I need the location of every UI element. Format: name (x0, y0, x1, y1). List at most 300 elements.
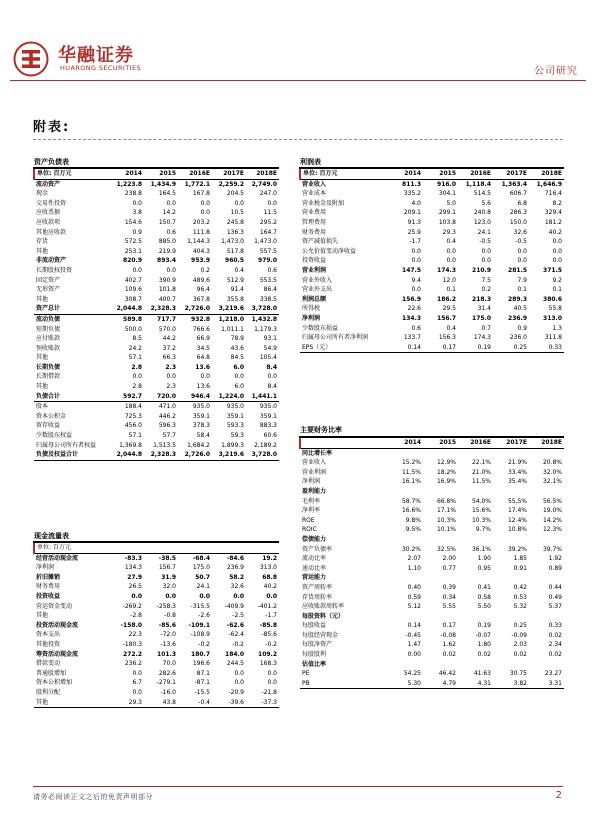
cell-value: -72.0 (160, 631, 176, 639)
cell-value: 196.6 (192, 660, 210, 668)
table-row (300, 583, 564, 593)
row-label: 财务费用 (36, 583, 61, 591)
table-row (34, 304, 279, 314)
cell-value: 4.79 (423, 679, 458, 689)
row-label: 普通股增加 (36, 669, 67, 677)
cell-value: 5.55 (442, 603, 456, 611)
year-header: 2014 (388, 168, 423, 179)
cell-value: 29.5 (442, 305, 456, 313)
table-row (300, 285, 564, 295)
cell-value: 10.8% (507, 526, 527, 534)
row-label: 股利分配 (36, 688, 61, 696)
cell-value: 3.8 (132, 209, 142, 217)
row-label: 估值比率 (302, 660, 327, 668)
cell-value: -62.4 (228, 631, 244, 639)
table-row (300, 497, 564, 507)
cell-value: 512.9 (226, 276, 244, 284)
cell-value: 606.7 (509, 190, 527, 198)
row-label: 每股资料（元） (302, 612, 345, 620)
cell-value: 456.0 (124, 422, 142, 430)
table-row (300, 640, 564, 650)
cell-value: 0.14 (407, 622, 421, 630)
table-row (300, 602, 564, 612)
table-row (300, 237, 564, 247)
cell-value: 103.8 (438, 218, 456, 226)
cell-value: 22.1% (471, 459, 491, 467)
row-label: 短期负债 (36, 325, 61, 333)
cell-value: 168.3 (259, 660, 277, 668)
cell-value: 109.6 (124, 286, 142, 294)
cell-value: 0.0 (132, 373, 142, 381)
cell-value: 304.1 (438, 190, 456, 198)
cell-value: 109.2 (258, 650, 277, 658)
cell-value: 13.6 (195, 363, 210, 371)
cell-value: 1,646.9 (536, 180, 562, 188)
table-row (300, 189, 564, 199)
table-row (300, 487, 564, 497)
row-label: 利润总额 (302, 295, 327, 303)
cell-value: 0.1 (552, 286, 562, 294)
cell-value: 11.5% (471, 478, 491, 486)
cell-value: 156.7 (158, 564, 176, 572)
cell-value: 8.5 (132, 335, 142, 343)
row-label: 资本公积金 (36, 412, 67, 420)
table-row (300, 477, 564, 487)
cell-value: 0.0 (200, 373, 210, 381)
cell-value: 43.6 (230, 344, 244, 352)
cell-value: 32.1% (542, 478, 562, 486)
row-label: 股本 (36, 403, 49, 411)
cell-value (493, 487, 529, 497)
row-label: 偿债能力 (302, 535, 327, 543)
cell-value: 1.85 (513, 555, 527, 563)
cell-value: 22.3 (128, 631, 142, 639)
cell-value: 32.0% (542, 468, 562, 476)
table-row (34, 630, 279, 640)
balance-sheet-table (33, 167, 279, 461)
cell-value: 500.0 (124, 325, 142, 333)
cell-value: 0.0 (200, 199, 210, 207)
cell-value: 0.0 (234, 199, 244, 207)
cell-value: 593.3 (226, 422, 244, 430)
cell-value: 136.3 (226, 228, 244, 236)
row-label: 预收账款 (36, 344, 61, 352)
table-row (300, 660, 564, 670)
table-header-row (34, 542, 279, 553)
row-label: 资产周转率 (302, 583, 333, 591)
cell-value: 0.49 (548, 593, 562, 601)
cell-value: 0.19 (477, 622, 491, 630)
cell-value: 66.8% (436, 497, 456, 505)
cell-value: 156.9 (402, 295, 421, 303)
table-row (300, 545, 564, 555)
table-row (34, 563, 279, 573)
table-row (300, 650, 564, 660)
cell-value: 7.5 (481, 276, 491, 284)
cell-value: 0.89 (548, 564, 562, 572)
table-row (34, 276, 279, 286)
cell-value: 66.9 (196, 335, 210, 343)
cell-value: 0.9 (132, 228, 142, 236)
cell-value: 0.0 (267, 679, 277, 687)
cell-value: 37.2 (162, 344, 176, 352)
cell-value: 40.2 (263, 583, 277, 591)
cell-value: 219.9 (158, 247, 176, 255)
year-header: 2017E (493, 437, 529, 448)
row-label: ROIC (302, 526, 317, 534)
cell-value: 0.0 (132, 266, 142, 274)
cell-value: 400.7 (158, 295, 176, 303)
cell-value: 1,118.4 (465, 180, 491, 188)
cell-value: 66.3 (162, 354, 176, 362)
cell-value: 299.1 (438, 209, 456, 217)
row-label: 应收账款周转率 (302, 603, 345, 611)
cell-value: 8.4 (266, 363, 277, 371)
cell-value: 0.58 (477, 593, 491, 601)
cell-value: -0.2 (198, 640, 210, 648)
row-label: 负债及权益合计 (34, 450, 109, 460)
cell-value: 209.1 (403, 209, 421, 217)
cell-value: -0.45 (405, 631, 421, 639)
cell-value: 40.5 (513, 305, 527, 313)
cell-value: 359.1 (192, 412, 210, 420)
cell-value (388, 487, 423, 497)
cell-value: -109.1 (188, 621, 210, 629)
row-label: 公允价值变动净收益 (302, 247, 357, 255)
cell-value: 820.9 (123, 257, 142, 265)
cell-value: 282.6 (158, 669, 176, 677)
cell-value: 1,513.5 (153, 441, 176, 449)
table-row (34, 431, 279, 441)
row-label: 其他 (34, 698, 109, 708)
cell-value (388, 612, 423, 622)
cell-value: 570.0 (158, 325, 176, 333)
row-label: 流动资产 (36, 180, 61, 188)
cell-value: 355.8 (226, 295, 244, 303)
cell-value: 29.3 (442, 228, 456, 236)
cell-value: 329.4 (544, 209, 562, 217)
cell-value (388, 573, 423, 583)
cell-value: -68.4 (192, 554, 210, 562)
cell-value: 31.9 (161, 573, 176, 581)
row-label: 营业成本 (302, 190, 327, 198)
cell-value: 15.6% (471, 507, 491, 515)
row-label: 净利润 (302, 314, 321, 322)
cell-value: 55.8 (548, 305, 562, 313)
row-label: 净利润 (36, 564, 55, 572)
cell-value: 30.2% (401, 545, 421, 553)
row-label: 毛利率 (302, 497, 321, 505)
cell-value: -13.6 (160, 640, 176, 648)
row-label: 营运资金变动 (36, 602, 73, 610)
cell-value: 236.0 (509, 334, 527, 342)
cell-value: 78.9 (230, 335, 244, 343)
cell-value: 402.7 (124, 276, 142, 284)
cell-value: 3.82 (493, 679, 529, 689)
cell-value: 12.3% (542, 526, 562, 534)
cell-value: 174.3 (473, 334, 491, 342)
cell-value: -2.6 (198, 612, 210, 620)
cell-value: 41.63 (473, 670, 491, 678)
cell-value: 20.8% (542, 459, 562, 467)
cell-value: 2.00 (442, 555, 456, 563)
row-label: 投资收益 (302, 257, 327, 265)
cell-value: 0.2 (481, 286, 491, 294)
table-row (34, 199, 279, 209)
company-name-en: HUARONG SECURITIES (60, 64, 141, 72)
cell-value: 58.2 (229, 573, 244, 581)
year-header: 2018E (246, 168, 279, 179)
cell-value: 24.1 (196, 583, 210, 591)
cell-value: 371.5 (543, 266, 562, 274)
cell-value: 2,726.0 (178, 450, 212, 460)
row-label: 净利率 (302, 507, 321, 515)
cell-value: -21.8 (261, 688, 277, 696)
table-row (300, 324, 564, 334)
cell-value: 916.0 (437, 180, 456, 188)
table-row (34, 621, 279, 631)
table-row (300, 247, 564, 257)
row-label: 营运能力 (302, 574, 327, 582)
table-row (34, 256, 279, 266)
cell-value: -158.0 (120, 621, 142, 629)
row-label: 其他应收款 (36, 228, 67, 236)
table-row (34, 669, 279, 679)
cell-value: 359.1 (226, 412, 244, 420)
row-label: 资产负债率 (302, 545, 333, 553)
year-header: 2018E (529, 168, 564, 179)
cell-value: 378.3 (192, 422, 210, 430)
cell-value: 0.2 (200, 266, 210, 274)
cell-value: 245.8 (226, 218, 244, 226)
cell-value: 0.6 (267, 266, 277, 274)
cell-value: 253.1 (124, 247, 142, 255)
cell-value: 26.5 (128, 583, 142, 591)
cell-value: 240.8 (473, 209, 491, 217)
page-number: 2 (555, 790, 562, 801)
cell-value: 186.2 (437, 295, 456, 303)
cell-value: 0.0 (411, 257, 421, 265)
cell-value: 281.5 (508, 266, 527, 274)
row-label: 其他 (36, 612, 49, 620)
cell-value (493, 573, 529, 583)
row-label: 所得税 (302, 305, 321, 313)
row-label: 其他 (36, 383, 49, 391)
table-row (34, 363, 279, 373)
row-label: 固定资产 (36, 276, 61, 284)
cell-value: 12.4% (507, 516, 527, 524)
cell-value: 17.4% (507, 507, 527, 515)
cell-value: -0.2 (265, 640, 277, 648)
cell-value: -83.3 (124, 554, 142, 562)
cell-value: 30.75 (509, 670, 527, 678)
table-row (300, 573, 564, 583)
cell-value: 766.6 (192, 325, 210, 333)
cell-value (529, 487, 564, 497)
cell-value: -20.9 (228, 688, 244, 696)
cell-value (529, 448, 564, 458)
table-row (300, 564, 564, 574)
cell-value: 1,363.4 (501, 180, 527, 188)
table-row (300, 276, 564, 286)
table-row (34, 382, 279, 392)
cell-value (423, 448, 458, 458)
cell-value: 4.0 (411, 199, 421, 207)
table-row (300, 468, 564, 478)
huarong-logo-icon (13, 41, 49, 77)
cell-value: 91.4 (230, 286, 244, 294)
cell-value: -258.3 (156, 602, 176, 610)
cell-value: 1,473.0 (254, 238, 277, 246)
row-label: ROE (302, 516, 315, 524)
table-row (34, 266, 279, 276)
table-row (34, 344, 279, 354)
cell-value: 236.9 (226, 564, 244, 572)
cell-value: 236.2 (124, 660, 142, 668)
cell-value: 2,726.0 (178, 304, 212, 314)
cell-value: 9.2 (552, 276, 562, 284)
row-label: 长期股权投资 (36, 266, 73, 274)
cell-value: 32.5% (436, 545, 456, 553)
cell-value: -0.8 (164, 612, 176, 620)
cell-value: 0.0 (131, 592, 142, 600)
cell-value: -2.8 (130, 612, 142, 620)
cell-value: 0.53 (513, 593, 527, 601)
cell-value: 4.31 (458, 679, 493, 689)
row-label: 营业费用 (302, 209, 327, 217)
cell-value: 0.41 (477, 583, 491, 591)
cell-value (423, 487, 458, 497)
financial-ratios-table (299, 436, 564, 689)
cell-value: 1.10 (407, 564, 421, 572)
table-row (300, 621, 564, 631)
cell-value: 33.4% (507, 468, 527, 476)
cell-value: 2,328.3 (144, 450, 178, 460)
cell-value: 244.5 (226, 660, 244, 668)
table-row (300, 333, 564, 343)
table-row (300, 343, 564, 353)
cell-value: 0.02 (442, 651, 456, 659)
row-label: 留存收益 (36, 422, 61, 430)
cell-value (458, 573, 493, 583)
cell-value: 1,369.8 (119, 441, 142, 449)
cell-value: 0.1 (446, 286, 456, 294)
cell-value: 935.0 (259, 403, 277, 411)
year-header: 2014 (388, 437, 423, 448)
table-row (300, 631, 564, 641)
cell-value (388, 535, 423, 545)
cell-value: 0.1 (517, 286, 527, 294)
row-label: 少数股东权益 (36, 432, 73, 440)
cell-value: 96.4 (196, 286, 210, 294)
company-name-cn: 华融证券 (58, 45, 134, 66)
unit-label: 单位: 百万元 (34, 168, 109, 179)
table-row (34, 285, 279, 295)
cell-value: 1.47 (407, 641, 421, 649)
cell-value: 0.02 (513, 651, 527, 659)
row-label: 少数股东损益 (302, 324, 339, 332)
table-row (300, 554, 564, 564)
cell-value: 93.1 (263, 335, 277, 343)
unit-label: 单位: 百万元 (34, 542, 279, 553)
cell-value: 0.0 (200, 209, 210, 217)
cell-value: -37.3 (246, 698, 279, 708)
cell-value: -0.5 (515, 238, 527, 246)
cell-value: 0.0 (199, 592, 210, 600)
cell-value: 1,434.9 (150, 180, 176, 188)
cell-value: 0.25 (513, 622, 527, 630)
cell-value: 175.0 (192, 564, 210, 572)
cell-value: 150.0 (509, 218, 527, 226)
cell-value (529, 612, 564, 622)
row-label: 营业利润 (302, 266, 327, 274)
cell-value: 123.0 (473, 218, 491, 226)
cell-value: 489.6 (192, 276, 210, 284)
cell-value: 56.5% (542, 497, 562, 505)
cell-value (423, 535, 458, 545)
row-label: 营业外收入 (302, 276, 333, 284)
table-row (300, 228, 564, 238)
cell-value: 164.5 (158, 190, 176, 198)
cell-value: 204.5 (226, 190, 244, 198)
cell-value: 1,684.2 (187, 441, 210, 449)
row-label: 折旧摊销 (36, 573, 61, 581)
cell-value: -85.6 (261, 631, 277, 639)
cell-value: -84.6 (226, 554, 244, 562)
cell-value: 0.77 (442, 564, 456, 572)
cell-value: 5.50 (477, 603, 491, 611)
table-row (300, 304, 564, 314)
cell-value: 58.4 (196, 432, 210, 440)
cell-value: 16.9% (436, 478, 456, 486)
cell-value: -0.07 (475, 631, 491, 639)
cell-value: 935.0 (192, 403, 210, 411)
cell-value: 0.0 (267, 373, 277, 381)
table-row (300, 314, 564, 324)
cell-value: 34.5 (196, 344, 210, 352)
cell-value: 725.3 (124, 412, 142, 420)
cell-value: 1,144.3 (187, 238, 210, 246)
row-label: 应收款项 (36, 218, 61, 226)
cell-value: 446.2 (158, 412, 176, 420)
cell-value: 55.5% (507, 497, 527, 505)
cell-value: 935.0 (226, 403, 244, 411)
cell-value: 1,772.1 (184, 180, 210, 188)
cell-value: 31.4 (477, 305, 491, 313)
cell-value: 0.0 (481, 247, 491, 255)
year-header: 2015 (423, 168, 458, 179)
row-label: 筹资活动现金流 (36, 650, 79, 658)
cell-value: 0.59 (407, 593, 421, 601)
cell-value: 57.7 (162, 432, 176, 440)
cell-value: 210.9 (472, 266, 491, 274)
row-label: 管理费用 (302, 218, 327, 226)
table-row (34, 334, 279, 344)
year-header: 2017E (493, 168, 529, 179)
cell-value (529, 660, 564, 670)
cell-value: 0.0 (234, 669, 244, 677)
cell-value: 32.6 (513, 228, 527, 236)
cell-value: 1,224.0 (212, 392, 246, 402)
cell-value: 557.5 (259, 247, 277, 255)
cell-value: 5.0 (446, 199, 456, 207)
cell-value: 6.8 (517, 199, 527, 207)
year-header: 2014 (109, 168, 144, 179)
table-row (34, 441, 279, 451)
table-row (300, 256, 564, 266)
cell-value: 156.3 (438, 334, 456, 342)
cell-value: 313.0 (259, 564, 277, 572)
